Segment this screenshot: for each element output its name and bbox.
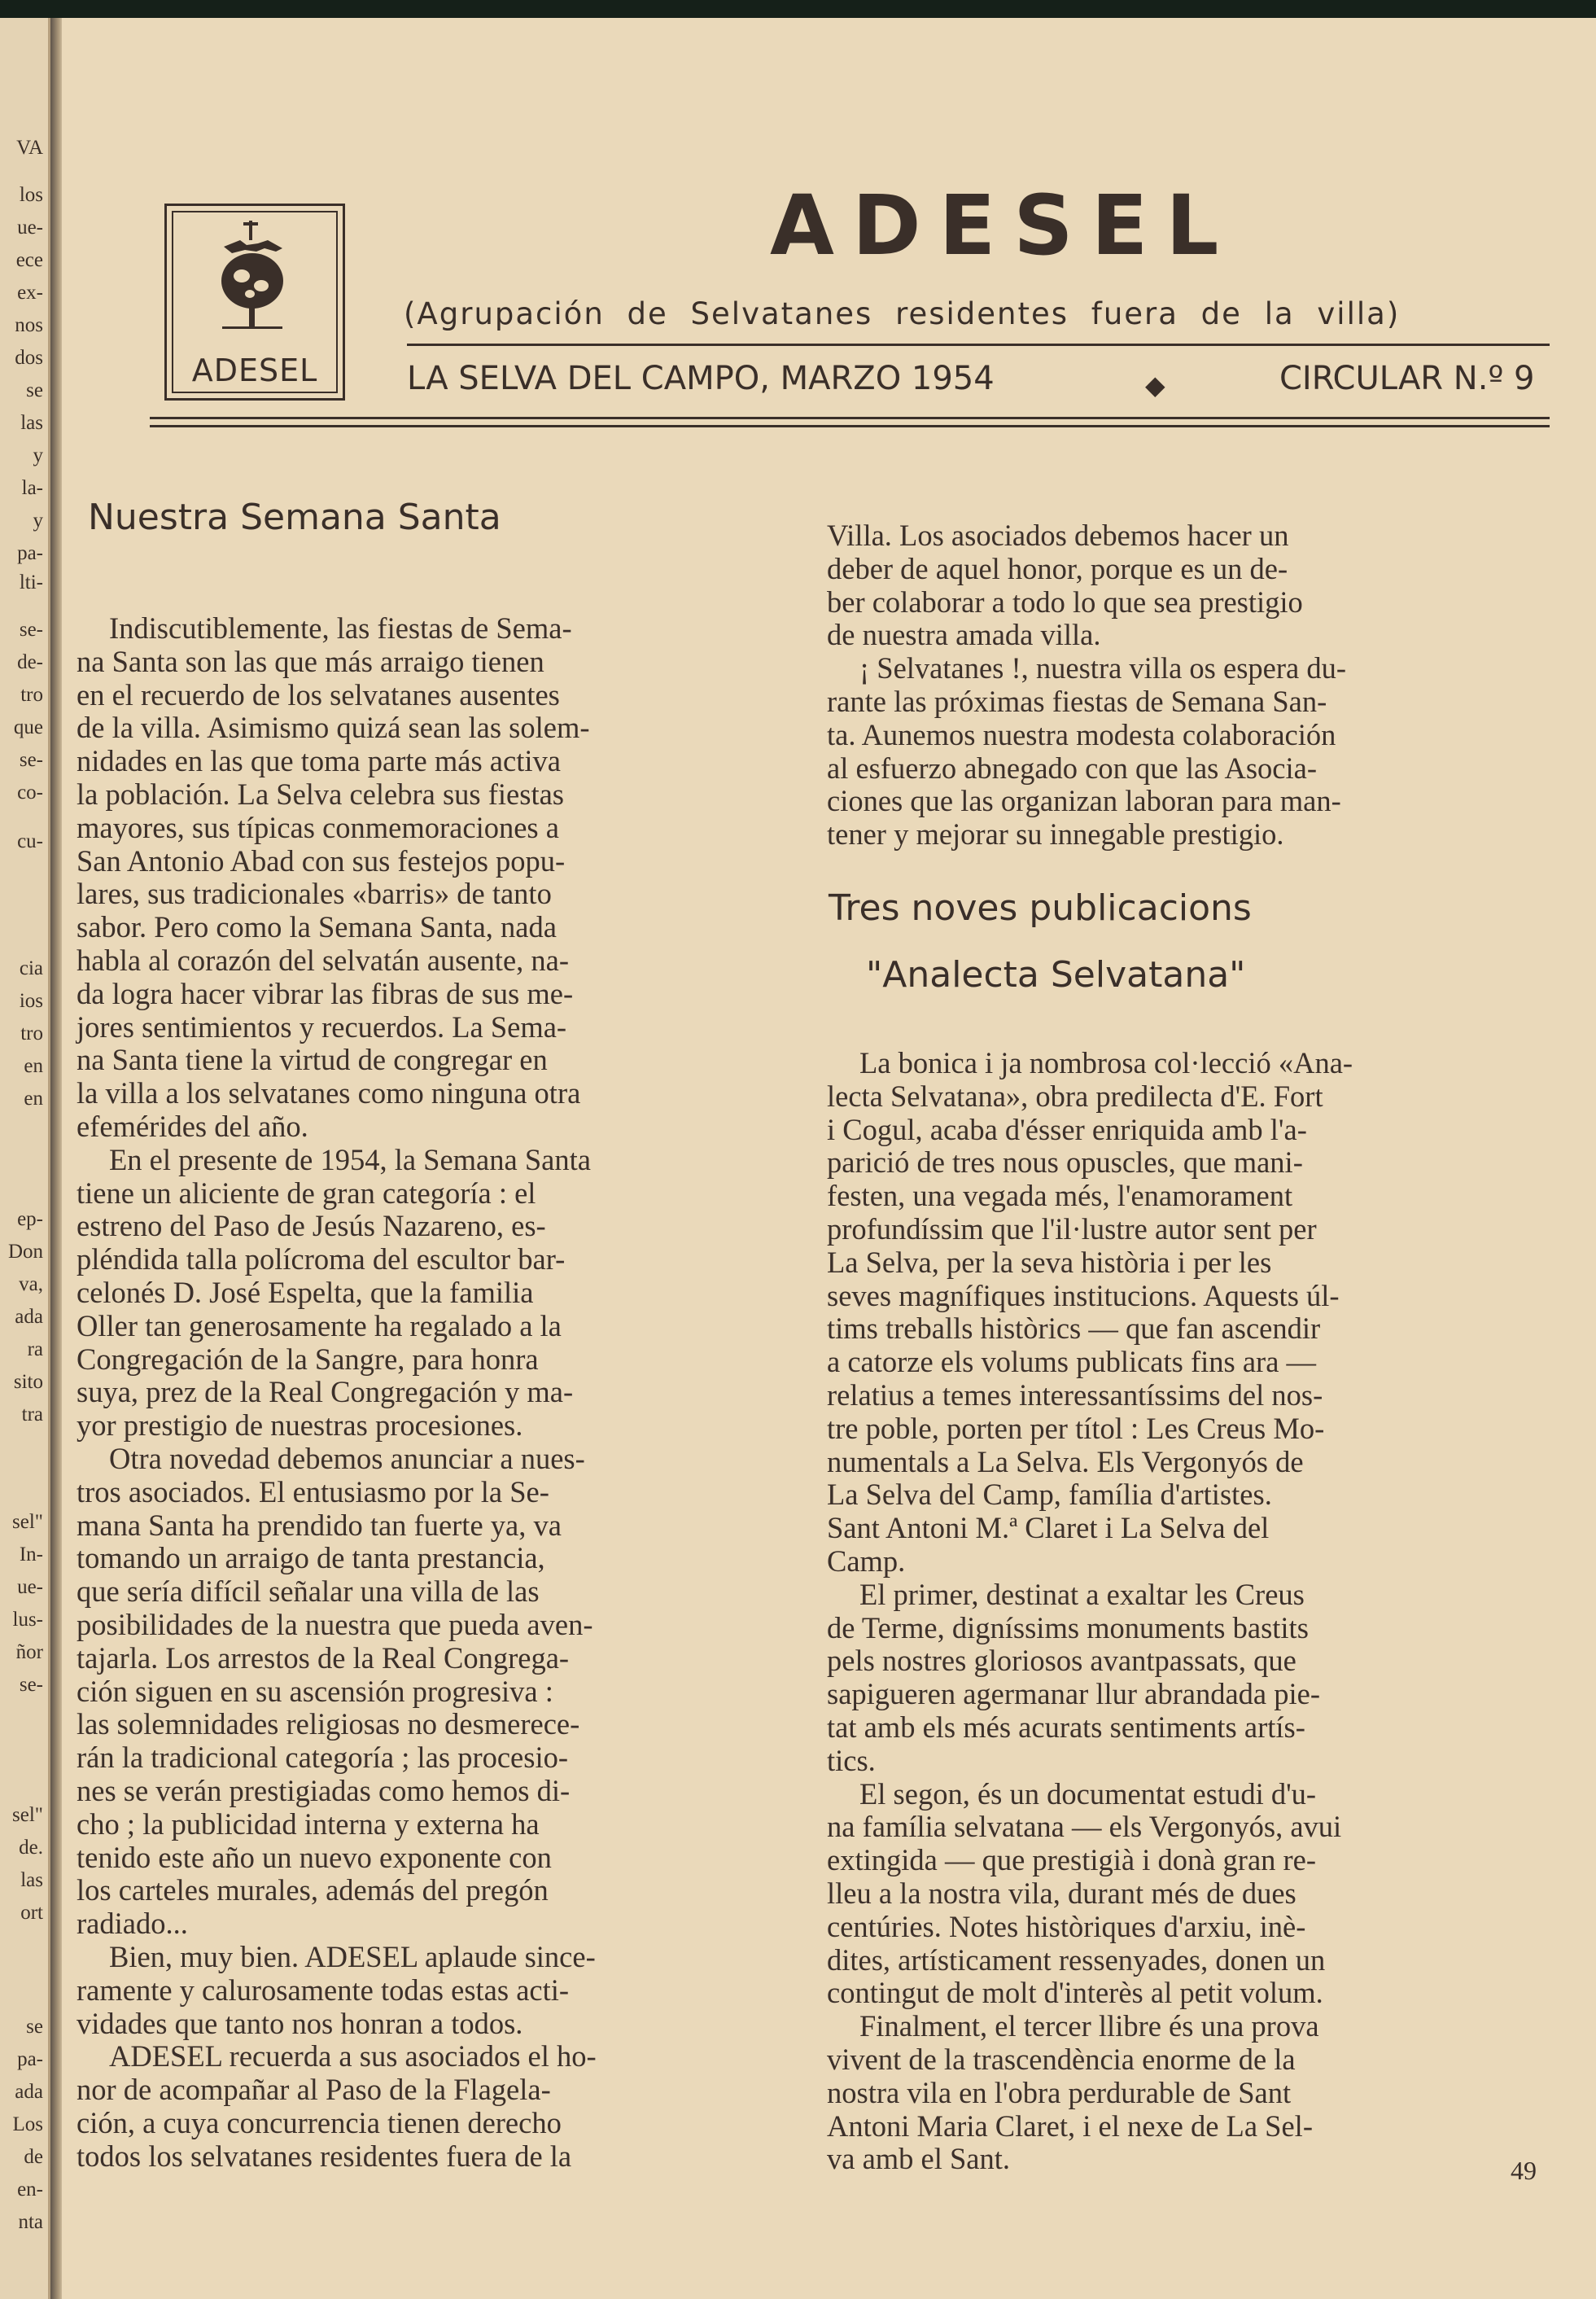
text-line: ber colaborar a todo lo que sea prestigio <box>827 585 1303 619</box>
previous-page-fragment: cia <box>19 957 43 979</box>
text-line: profundíssim que l'il·lustre autor sent per <box>827 1212 1317 1246</box>
text-line: que sería difícil señalar una villa de las <box>77 1574 540 1609</box>
previous-page-fragment: en <box>24 1055 43 1077</box>
text-line: mayores, sus típicas conmemoraciones a <box>77 810 559 844</box>
text-line: En el presente de 1954, la Semana Santa <box>109 1142 591 1176</box>
diamond-icon: ◆ <box>1145 370 1165 401</box>
masthead: ADESEL <box>770 177 1237 274</box>
text-line: suya, prez de la Real Congregación y ma- <box>77 1375 574 1409</box>
previous-page-fragment: va, <box>19 1273 43 1295</box>
previous-page-fragment: co- <box>17 782 43 804</box>
text-line: las solemnidades religiosas no desmerece- <box>77 1707 580 1741</box>
previous-page-fragment: tro <box>20 684 43 706</box>
text-line: habla al corazón del selvatán ausente, na- <box>77 944 569 977</box>
article-title-publicacions: Tres noves publicacions <box>829 887 1252 929</box>
text-line: ción siguen en su ascensión progresiva : <box>77 1674 553 1708</box>
previous-page-fragment: se- <box>19 619 43 641</box>
text-line: lares, sus tradicionales «barris» de tanto <box>77 877 552 911</box>
text-line: al esfuerzo abnegado con que las Asocia- <box>827 751 1318 785</box>
text-line: tros asociados. El entusiasmo por la Se- <box>77 1474 549 1509</box>
text-line: La bonica i ja nombrosa col·lecció «Ana- <box>859 1046 1353 1079</box>
text-line: de la villa. Asimismo quizá sean las solem- <box>77 711 590 745</box>
text-line: ta. Aunemos nuestra modesta colaboración <box>827 717 1336 751</box>
logo-text: ADESEL <box>191 353 318 388</box>
text-line: sapigueren agermanar llur abrandada pie- <box>827 1677 1320 1711</box>
scan-border <box>0 0 1596 18</box>
previous-page-fragment: lus- <box>12 1609 43 1631</box>
text-line: El primer, destinat a exaltar les Creus <box>859 1577 1305 1611</box>
previous-page-fragment: las <box>20 1869 43 1891</box>
text-line: tener y mejorar su innegable prestigio. <box>827 817 1284 852</box>
text-line: ramente y calurosamente todas estas acti- <box>77 1973 570 2007</box>
text-line: festen, una vegada més, l'enamorament <box>827 1179 1293 1213</box>
text-line: vivent de la trascendència enorme de la <box>827 2043 1296 2076</box>
previous-page-fragment: de- <box>17 651 43 673</box>
previous-page-fragment: dos <box>15 347 43 369</box>
previous-page-fragment: ue- <box>17 217 43 239</box>
previous-page-fragment: Los <box>12 2113 43 2135</box>
text-line: va amb el Sant. <box>827 2142 1011 2176</box>
text-line: dites, artísticament ressenyades, donen un <box>827 1942 1326 1977</box>
text-line: seves magnífiques institucions. Aquests úl- <box>827 1278 1340 1312</box>
text-line: Bien, muy bien. ADESEL aplaude since- <box>109 1940 596 1973</box>
previous-page-fragment: se- <box>19 749 43 771</box>
text-line: El segon, és un documentat estudi d'u- <box>859 1776 1317 1811</box>
text-line: de nuestra amada villa. <box>827 618 1101 652</box>
text-line: Congregación de la Sangre, para honra <box>77 1342 539 1376</box>
text-line: da logra hacer vibrar las fibras de sus me- <box>77 976 574 1010</box>
text-line: Sant Antoni M.ª Claret i La Selva del <box>827 1511 1270 1545</box>
text-line: rán la tradicional categoría ; las procesio- <box>77 1741 568 1775</box>
text-line: tics. <box>827 1743 876 1777</box>
text-line: na Santa tiene la virtud de congregar en <box>77 1043 548 1077</box>
previous-page-fragment: pa- <box>17 542 43 564</box>
previous-page-fragment: sito <box>13 1371 43 1393</box>
previous-page-fragment: las <box>20 412 43 434</box>
text-line: tre poble, porten per títol : Les Creus Mo- <box>827 1411 1325 1445</box>
text-line: cho ; la publicidad interna y externa ha <box>77 1806 540 1841</box>
text-line: contingut de molt d'interès al petit volum. <box>827 1976 1323 2010</box>
text-line: Otra novedad debemos anunciar a nues- <box>109 1442 585 1475</box>
previous-page-fragment: In- <box>19 1544 43 1566</box>
previous-page-fragment: los <box>19 184 43 206</box>
text-line: sabor. Pero como la Semana Santa, nada <box>77 910 557 944</box>
previous-page-fragment: se <box>26 379 43 401</box>
previous-page-fragment: en <box>24 1088 43 1110</box>
text-line: ciones que las organizan laboran para man- <box>827 784 1341 818</box>
text-line: ¡ Selvatanes !, nuestra villa os espera du- <box>859 651 1346 685</box>
previous-page-fragment: se <box>26 2016 43 2038</box>
previous-page-fragment: ex- <box>17 282 43 304</box>
text-line: Oller tan generosamente ha regalado a la <box>77 1308 562 1342</box>
text-line: relatius a temes interessantíssims del nos- <box>827 1378 1323 1412</box>
text-line: parició de tres nous opuscles, que mani- <box>827 1145 1303 1180</box>
text-line: estreno del Paso de Jesús Nazareno, es- <box>77 1209 546 1243</box>
text-line: la población. La Selva celebra sus fiestas <box>77 777 564 811</box>
previous-page-fragment: VA <box>16 137 43 159</box>
previous-page-fragment: ada <box>15 1306 43 1328</box>
previous-page-fragment: Don <box>7 1241 43 1263</box>
logo <box>164 204 345 401</box>
previous-page-fragment: que <box>13 716 43 738</box>
previous-page-fragment: ada <box>15 2081 43 2103</box>
text-line: extingida — que prestigià i donà gran re- <box>827 1843 1317 1877</box>
previous-page-fragment: sel" <box>12 1511 43 1533</box>
text-line: la villa a los selvatanes como ninguna otra <box>77 1076 581 1110</box>
page-number: 49 <box>1511 2156 1537 2185</box>
masthead-subtitle: (Agrupación de Selvatanes residentes fuera de la villa) <box>404 296 1401 331</box>
text-line: celonés D. José Espelta, que la familia <box>77 1276 534 1309</box>
previous-page-fragment: ep- <box>17 1208 43 1230</box>
text-line: nostra vila en l'obra perdurable de Sant <box>827 2075 1292 2109</box>
previous-page-fragment: ñor <box>15 1641 43 1663</box>
text-line: jores sentimientos y recuerdos. La Sema- <box>77 1009 567 1044</box>
text-line: Villa. Los asociados debemos hacer un <box>827 519 1289 552</box>
previous-page-fragment: sel" <box>12 1804 43 1826</box>
text-line: nidades en las que toma parte más activa <box>77 744 561 778</box>
text-line: tiene un aliciente de gran categoría : el <box>77 1176 536 1210</box>
text-line: yor prestigio de nuestras procesiones. <box>77 1408 523 1443</box>
text-line: La Selva, per la seva història i per les <box>827 1245 1272 1279</box>
dateline: LA SELVA DEL CAMPO, MARZO 1954 <box>407 360 995 397</box>
text-line: na família selvatana — els Vergonyós, avui <box>827 1810 1342 1844</box>
text-line: los carteles murales, además del pregón <box>77 1873 549 1907</box>
previous-page-fragment: lti- <box>19 571 43 593</box>
text-line: lleu a la nostra vila, durant més de dues <box>827 1876 1296 1910</box>
article-subtitle-analecta: "Analecta Selvatana" <box>866 954 1246 996</box>
article-title-semana-santa: Nuestra Semana Santa <box>88 497 501 538</box>
text-line: a catorze els volums publicats fins ara — <box>827 1345 1317 1379</box>
text-line: tenido este año un nuevo exponente con <box>77 1840 552 1874</box>
tree-emblem-icon <box>208 216 297 338</box>
previous-page-fragment: tra <box>21 1403 43 1425</box>
previous-page-fragment: ios <box>19 990 43 1012</box>
previous-page-fragment: pa- <box>17 2048 43 2070</box>
previous-page-fragment: de. <box>19 1837 43 1859</box>
text-line: todos los selvatanes residentes fuera de la <box>77 2139 572 2173</box>
text-line: Finalment, el tercer llibre és una prova <box>859 2009 1319 2043</box>
text-line: ADESEL recuerda a sus asociados el ho- <box>109 2039 597 2073</box>
previous-page-fragment: la- <box>21 477 43 499</box>
previous-page-fragment: ue- <box>17 1576 43 1598</box>
text-line: pléndida talla polícroma del escultor bar- <box>77 1242 566 1276</box>
text-line: efemérides del año. <box>77 1110 308 1143</box>
text-line: San Antonio Abad con sus festejos popu- <box>77 843 566 878</box>
text-line: en el recuerdo de los selvatanes ausentes <box>77 677 560 712</box>
previous-page-fragment: y <box>33 510 43 532</box>
header-double-rule-top <box>150 417 1550 419</box>
previous-page-fragment: nos <box>15 314 43 336</box>
text-line: tomando un arraigo de tanta prestancia, <box>77 1541 545 1575</box>
text-line: rante las próximas fiestas de Semana San- <box>827 685 1327 718</box>
previous-page-fragment: nta <box>18 2211 43 2233</box>
text-line: i Cogul, acaba d'ésser enriquida amb l'a- <box>827 1112 1307 1146</box>
text-line: Antoni Maria Claret, i el nexe de La Sel- <box>827 2109 1313 2143</box>
previous-page-fragment: cu- <box>17 830 43 852</box>
text-line: de Terme, digníssims monuments bastits <box>827 1610 1309 1644</box>
circular-number: CIRCULAR N.º 9 <box>1279 360 1535 397</box>
text-line: tajarla. Los arrestos de la Real Congrega- <box>77 1640 570 1675</box>
header-double-rule-bottom <box>150 425 1550 427</box>
previous-page-edge <box>0 18 50 2299</box>
text-line: nor de acompañar al Paso de la Flagela- <box>77 2073 551 2107</box>
text-line: nes se verán prestigiadas como hemos di- <box>77 1774 571 1807</box>
text-line: na Santa son las que más arraigo tienen <box>77 644 544 678</box>
text-line: radiado... <box>77 1907 188 1941</box>
text-line: tims treballs històrics — que fan ascendir <box>827 1312 1321 1346</box>
text-line: ción, a cuya concurrencia tienen derecho <box>77 2106 562 2139</box>
header-rule <box>407 344 1550 346</box>
previous-page-fragment: de <box>24 2146 43 2168</box>
text-line: centúries. Notes històriques d'arxiu, inè- <box>827 1909 1306 1943</box>
text-line: lecta Selvatana», obra predilecta d'E. Fort <box>827 1079 1323 1113</box>
text-line: Indiscutiblemente, las fiestas de Sema- <box>109 611 572 645</box>
previous-page-fragment: y <box>33 444 43 466</box>
text-line: posibilidades de la nuestra que pueda aven- <box>77 1608 593 1641</box>
text-line: tat amb els més acurats sentiments artís- <box>827 1710 1305 1744</box>
text-line: Camp. <box>827 1544 906 1578</box>
previous-page-fragment: ort <box>20 1902 43 1924</box>
previous-page-fragment: ra <box>27 1338 43 1360</box>
text-line: pels nostres gloriosos avantpassats, que <box>827 1644 1296 1678</box>
previous-page-fragment: se- <box>19 1674 43 1696</box>
previous-page-fragment: en- <box>17 2179 43 2200</box>
text-line: numentals a La Selva. Els Vergonyós de <box>827 1444 1304 1478</box>
previous-page-fragment: tro <box>20 1023 43 1044</box>
page <box>62 18 1596 2299</box>
previous-page-fragment: ece <box>15 249 43 271</box>
text-line: mana Santa ha prendido tan fuerte ya, va <box>77 1508 562 1542</box>
text-line: deber de aquel honor, porque es un de- <box>827 551 1288 585</box>
text-line: La Selva del Camp, família d'artistes. <box>827 1478 1272 1512</box>
text-line: vidades que tanto nos honran a todos. <box>77 2006 523 2040</box>
